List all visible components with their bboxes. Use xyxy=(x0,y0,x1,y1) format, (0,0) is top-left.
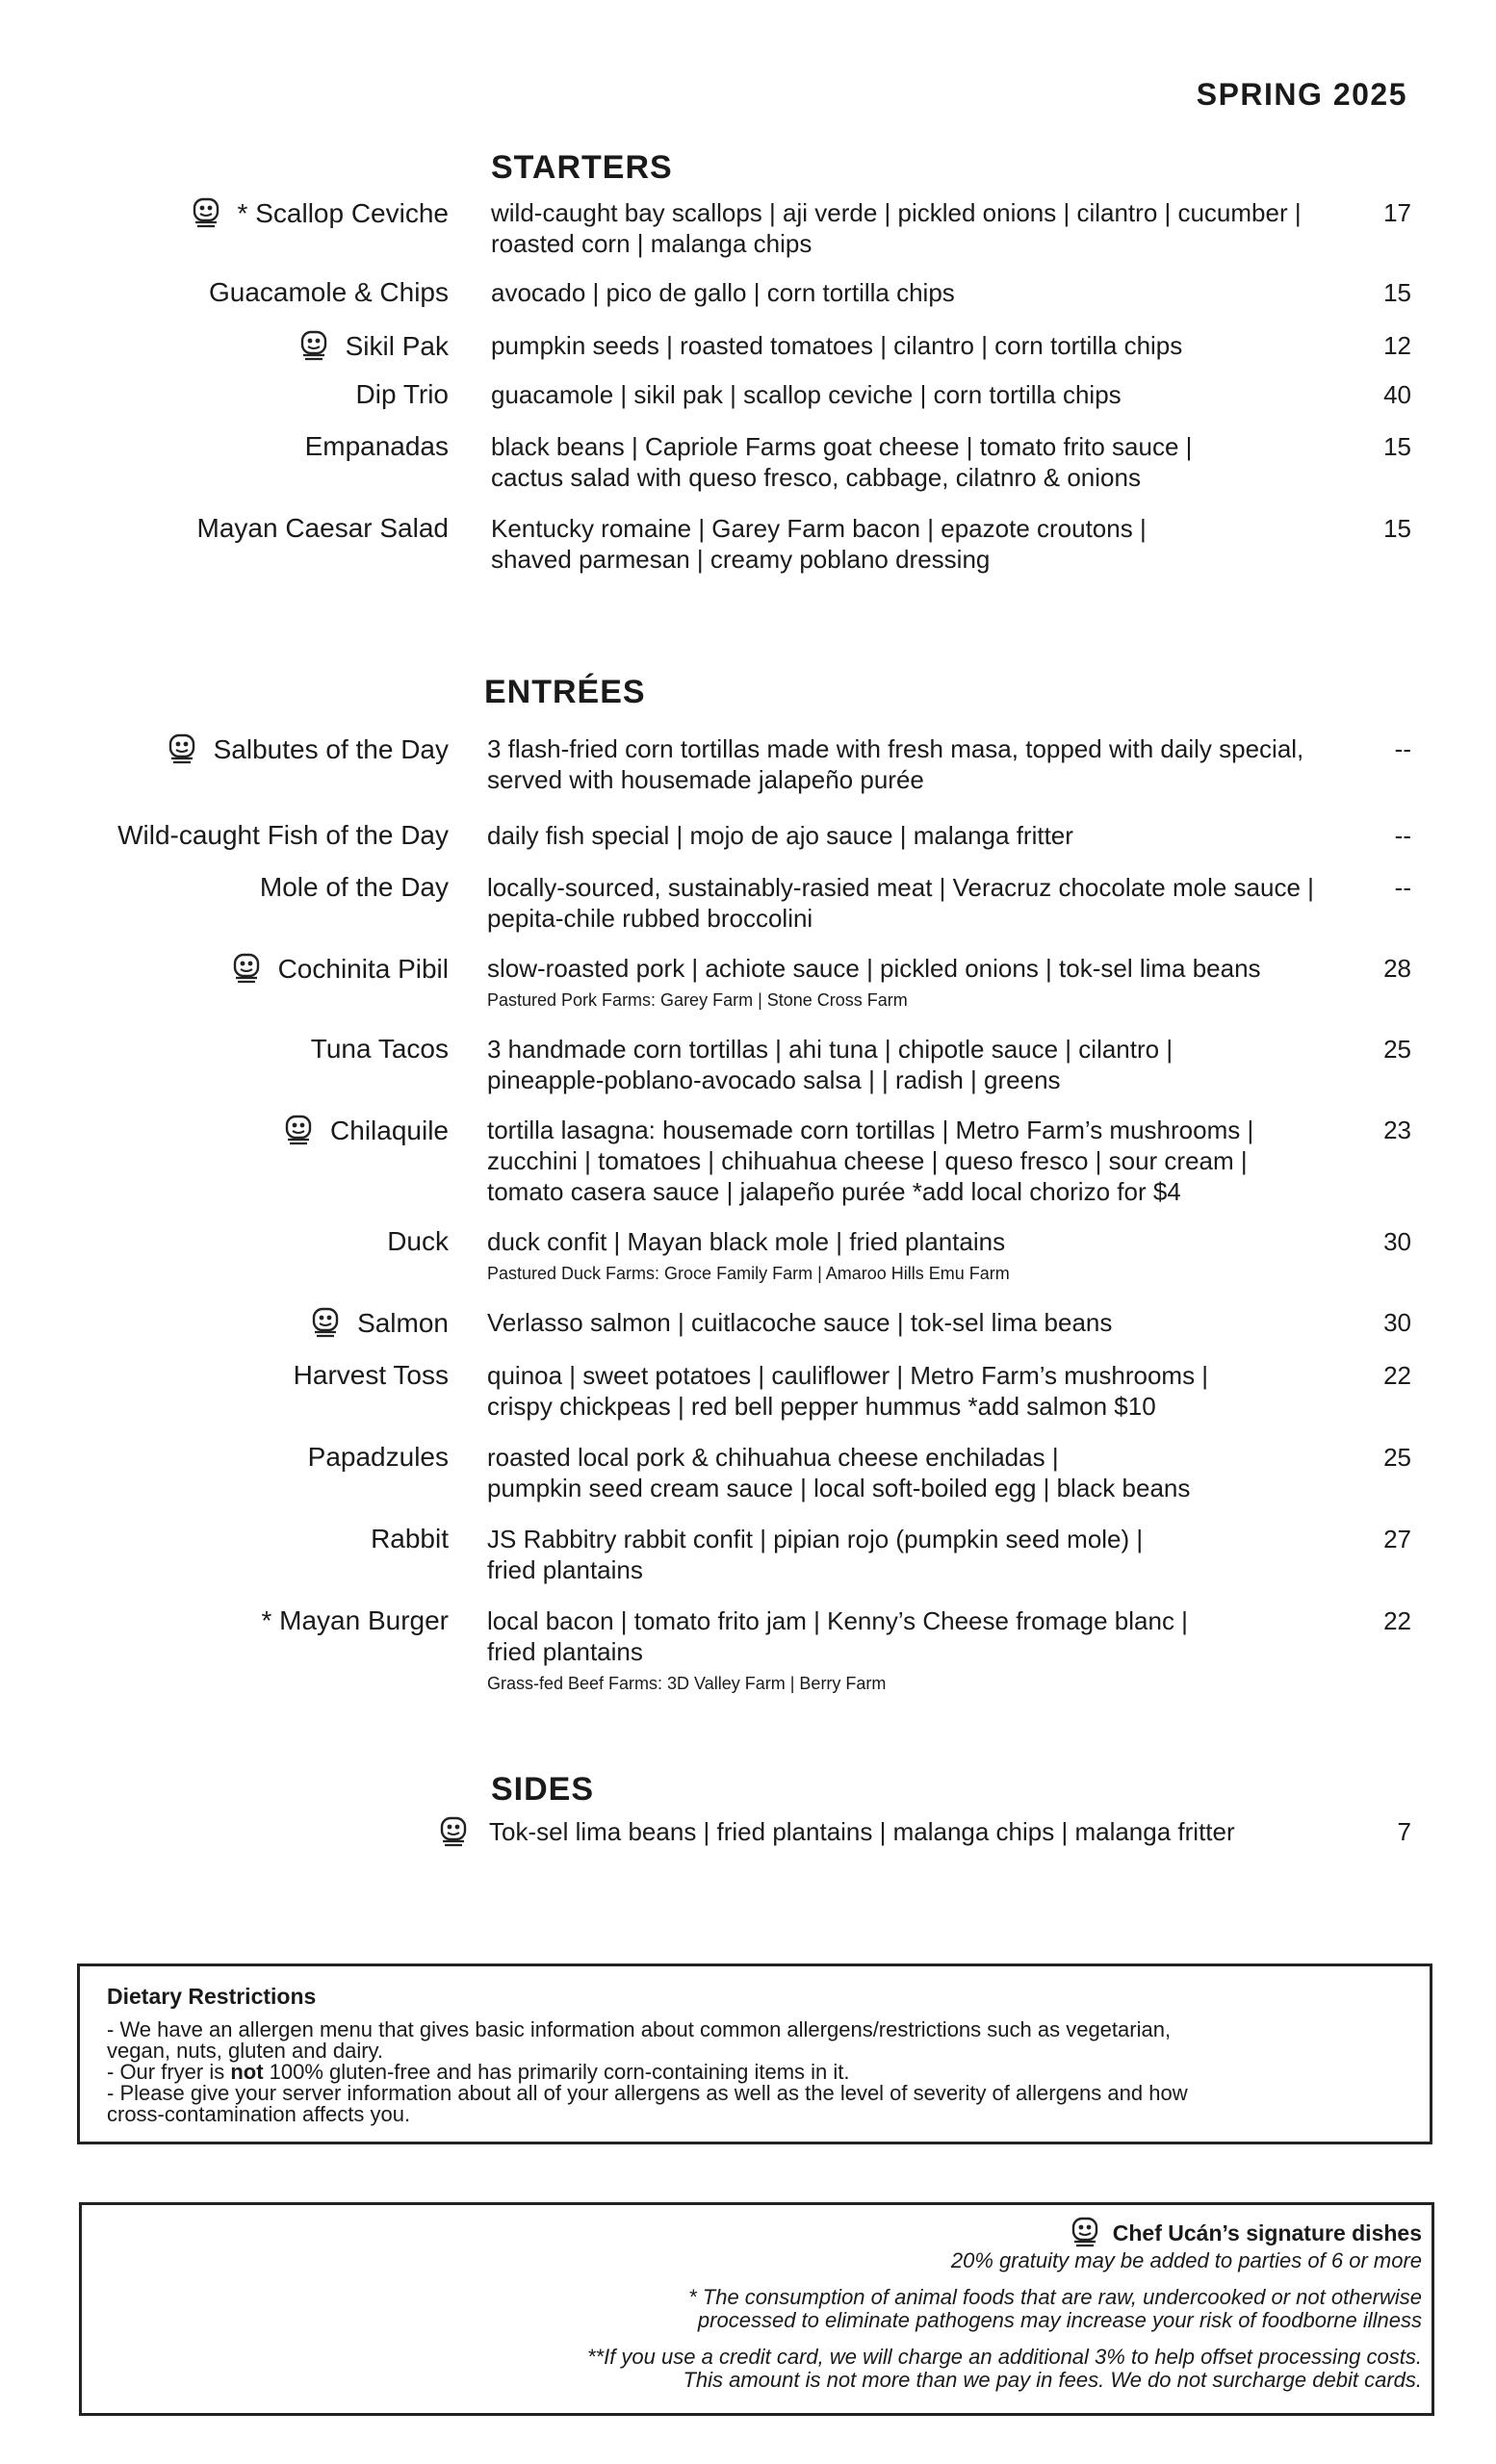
menu-item-farm-sources: Pastured Pork Farms: Garey Farm | Stone Cross Farm xyxy=(487,990,908,1010)
menu-item-description: quinoa | sweet potatoes | cauliflower | Metro Farm’s mushrooms | xyxy=(487,1361,1209,1390)
menu-item-price: 15 xyxy=(1383,278,1411,307)
menu-item-description: slow-roasted pork | achiote sauce | pickled onions | tok-sel lima beans xyxy=(487,954,1261,983)
menu-item-description: pumpkin seeds | roasted tomatoes | cilantro | corn tortilla chips xyxy=(491,331,1183,360)
menu-item-name: Harvest Toss xyxy=(293,1360,449,1390)
menu-item-price: 17 xyxy=(1383,198,1411,227)
menu-item-description: black beans | Capriole Farms goat cheese | tomato frito sauce | xyxy=(491,432,1193,461)
signature-dish-icon xyxy=(232,953,261,986)
menu-item-name: Salmon xyxy=(357,1308,449,1338)
menu-item-description: 3 flash-fried corn tortillas made with fresh masa, topped with daily special, xyxy=(487,734,1304,763)
dietary-restrictions-box xyxy=(77,1964,1432,2144)
menu-item-name: Chilaquile xyxy=(330,1116,449,1145)
menu-item-description: pepita-chile rubbed broccolini xyxy=(487,904,813,933)
menu-item-description: 3 handmade corn tortillas | ahi tuna | chipotle sauce | cilantro | xyxy=(487,1035,1174,1064)
menu-item-name: Tuna Tacos xyxy=(310,1034,449,1064)
signature-legend xyxy=(82,2217,1422,2249)
menu-item-price: 30 xyxy=(1383,1308,1411,1337)
raw-food-note-line: processed to eliminate pathogens may increase your risk of foodborne illness xyxy=(697,2308,1422,2332)
menu-item-description: Kentucky romaine | Garey Farm bacon | epazote croutons | xyxy=(491,514,1147,543)
menu-item-price: -- xyxy=(1394,873,1411,902)
menu-item-price: 22 xyxy=(1383,1606,1411,1635)
menu-item-price: 25 xyxy=(1383,1035,1411,1064)
menu-item-description: cactus salad with queso fresco, cabbage, cilatnro & onions xyxy=(491,463,1141,492)
menu-item-description: wild-caught bay scallops | aji verde | pickled onions | cilantro | cucumber | xyxy=(491,198,1302,227)
menu-item-price: 22 xyxy=(1383,1361,1411,1390)
menu-item-description: roasted corn | malanga chips xyxy=(491,229,812,258)
menu-item-description: tomato casera sauce | jalapeño purée *add local chorizo for $4 xyxy=(487,1177,1181,1206)
menu-item-description: guacamole | sikil pak | scallop ceviche | corn tortilla chips xyxy=(491,380,1122,409)
menu-item-price: 30 xyxy=(1383,1227,1411,1256)
menu-item-price: 25 xyxy=(1383,1443,1411,1472)
menu-item-description: tortilla lasagna: housemade corn tortillas | Metro Farm’s mushrooms | xyxy=(487,1116,1254,1144)
signature-dish-icon xyxy=(311,1307,340,1340)
menu-item-description: pineapple-poblano-avocado salsa | | radish | greens xyxy=(487,1065,1061,1094)
dietary-line: - Please give your server information about all of your allergens as well as the level of severity of allergens and how xyxy=(107,2081,1188,2105)
menu-item-description: local bacon | tomato frito jam | Kenny’s Cheese fromage blanc | xyxy=(487,1606,1188,1635)
menu-item-price: 15 xyxy=(1383,514,1411,543)
menu-item-description: crispy chickpeas | red bell pepper hummus *add salmon $10 xyxy=(487,1392,1156,1421)
menu-item-name: Guacamole & Chips xyxy=(208,277,449,307)
notes-box xyxy=(79,2202,1434,2416)
menu-item-description: zucchini | tomatoes | chihuahua cheese | queso fresco | sour cream | xyxy=(487,1146,1248,1175)
credit-card-note-line: This amount is not more than we pay in fees. We do not surcharge debit cards. xyxy=(683,2368,1422,2392)
dietary-line: cross-contamination affects you. xyxy=(107,2102,411,2126)
menu-item-description: fried plantains xyxy=(487,1555,643,1584)
dietary-fryer-line: - Our fryer is not 100% gluten-free and has primarily corn-containing items in it. xyxy=(107,2060,850,2084)
menu-item-description: Verlasso salmon | cuitlacoche sauce | tok-sel lima beans xyxy=(487,1308,1113,1337)
menu-item-description: roasted local pork & chihuahua cheese enchiladas | xyxy=(487,1443,1059,1472)
menu-item-description: served with housemade jalapeño purée xyxy=(487,765,924,794)
signature-dish-icon xyxy=(1070,2217,1099,2249)
entrees-heading: ENTRÉES xyxy=(484,674,646,710)
menu-item-name: Salbutes of the Day xyxy=(213,734,449,764)
menu-item-farm-sources: Grass-fed Beef Farms: 3D Valley Farm | Berry Farm xyxy=(487,1674,887,1693)
menu-item-description: locally-sourced, sustainably-rasied meat | Veracruz chocolate mole sauce | xyxy=(487,873,1314,902)
menu-item-price: 12 xyxy=(1383,331,1411,360)
signature-dish-icon xyxy=(284,1115,313,1147)
menu-item-name: Cochinita Pibil xyxy=(277,954,449,984)
signature-dish-icon xyxy=(299,330,328,363)
menu-item-price: 40 xyxy=(1383,380,1411,409)
credit-card-note-line: **If you use a credit card, we will charge an additional 3% to help offset processing costs. xyxy=(586,2345,1422,2369)
menu-item-description: daily fish special | mojo de ajo sauce | malanga fritter xyxy=(487,821,1073,850)
signature-dish-icon xyxy=(192,197,220,230)
sides-heading: SIDES xyxy=(491,1771,595,1808)
dietary-line: - We have an allergen menu that gives basic information about common allergens/restrictions such as vegetarian, xyxy=(107,2017,1172,2041)
menu-item-name: Mayan Caesar Salad xyxy=(196,513,449,543)
menu-item-price: -- xyxy=(1394,821,1411,850)
menu-item-description: JS Rabbitry rabbit confit | pipian rojo (pumpkin seed mole) | xyxy=(487,1525,1144,1553)
menu-item-name: Mole of the Day xyxy=(259,872,449,902)
menu-item-name: Rabbit xyxy=(371,1524,449,1553)
menu-item-price: -- xyxy=(1394,734,1411,763)
signature-legend-text: Chef Ucán’s signature dishes xyxy=(1112,2220,1422,2246)
menu-item-farm-sources: Pastured Duck Farms: Groce Family Farm | Amaroo Hills Emu Farm xyxy=(487,1264,1010,1283)
sides-description: Tok-sel lima beans | fried plantains | malanga chips | malanga fritter xyxy=(489,1817,1235,1846)
starters-heading: STARTERS xyxy=(491,149,673,186)
sides-price: 7 xyxy=(1397,1817,1411,1846)
season-title: SPRING 2025 xyxy=(1196,77,1407,112)
menu-item-description: shaved parmesan | creamy poblano dressing xyxy=(491,545,991,574)
menu-item-name: * Mayan Burger xyxy=(261,1605,449,1635)
dietary-title: Dietary Restrictions xyxy=(107,1984,317,2009)
menu-item-name: Papadzules xyxy=(307,1442,449,1472)
menu-item-name: Sikil Pak xyxy=(345,331,449,361)
menu-item-price: 15 xyxy=(1383,432,1411,461)
gratuity-note: 20% gratuity may be added to parties of 6 or more xyxy=(950,2248,1422,2272)
menu-item-name: Empanadas xyxy=(304,431,449,461)
menu-item-price: 23 xyxy=(1383,1116,1411,1144)
dietary-line: vegan, nuts, gluten and dairy. xyxy=(107,2039,384,2063)
menu-item-description: pumpkin seed cream sauce | local soft-boiled egg | black beans xyxy=(487,1474,1191,1502)
menu-item-name: Duck xyxy=(387,1226,449,1256)
raw-food-note-line: * The consumption of animal foods that are raw, undercooked or not otherwise xyxy=(688,2285,1422,2309)
menu-item-name: Wild-caught Fish of the Day xyxy=(117,820,449,850)
signature-dish-icon xyxy=(168,733,196,766)
signature-dish-icon xyxy=(439,1816,468,1849)
menu-item-name: * Scallop Ceviche xyxy=(237,198,449,228)
menu-item-name: Dip Trio xyxy=(355,379,449,409)
menu-item-description: avocado | pico de gallo | corn tortilla chips xyxy=(491,278,955,307)
menu-item-price: 28 xyxy=(1383,954,1411,983)
menu-item-description: duck confit | Mayan black mole | fried plantains xyxy=(487,1227,1006,1256)
menu-item-price: 27 xyxy=(1383,1525,1411,1553)
menu-item-description: fried plantains xyxy=(487,1637,643,1666)
